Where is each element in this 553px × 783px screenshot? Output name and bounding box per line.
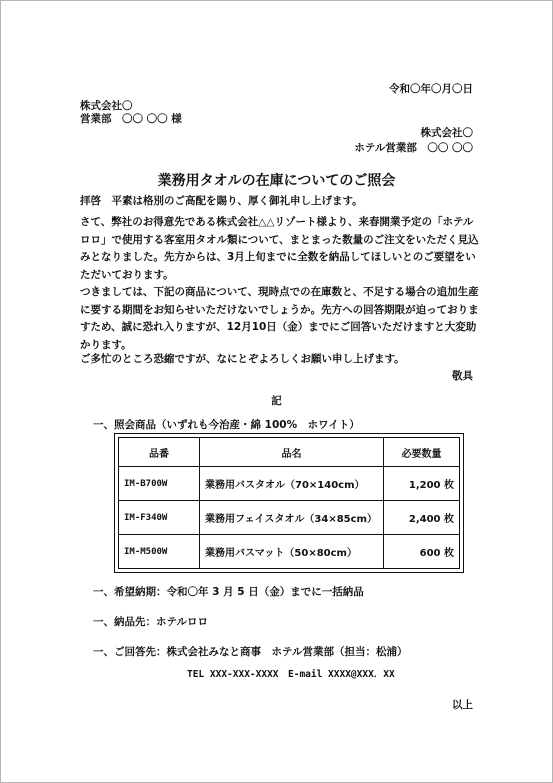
body-paragraph-3: ご多忙のところ恐縮ですが、なにとぞよろしくお願い申し上げます。 [80, 353, 405, 365]
table-row [119, 501, 460, 535]
cell-code: IM-B700W [119, 467, 200, 501]
cell-qty: 1,200 枚 [384, 467, 460, 501]
cell-code: IM-M500W [119, 535, 200, 569]
contact-info: TEL XXX-XXX-XXXX E-mail XXXX@XXX．XX [187, 669, 395, 680]
header-name: 品名 [200, 438, 384, 467]
table-row [119, 535, 460, 569]
cell-name: 業務用フェイスタオル（34×85cm） [200, 501, 384, 535]
item-delivery-place: 一、納品先：ホテルロロ [93, 616, 208, 628]
ki-heading: 記 [271, 395, 282, 407]
cell-name: 業務用バスタオル（70×140cm） [200, 467, 384, 501]
document-date: 令和〇年〇月〇日 [389, 83, 473, 95]
cell-qty: 600 枚 [384, 535, 460, 569]
sender-person: ホテル営業部 〇〇 〇〇 [354, 142, 473, 154]
sender-company: 株式会社〇 [420, 127, 473, 139]
recipient-company: 株式会社〇 [80, 100, 133, 112]
cell-name: 業務用バスマット（50×80cm） [200, 535, 384, 569]
cell-qty: 2,400 枚 [384, 501, 460, 535]
closing-keigu: 敬具 [452, 370, 473, 382]
table-row [119, 467, 460, 501]
body-paragraph-1: さて、弊社のお得意先である株式会社△△リゾート様より、来春開業予定の「ホテルロロ」で使用する客室用タオル類について、まとまった数量のご注文をいただく見込みとなりました。先方からは、3月上旬までに全数を納品してほしいとのご要望をいただいております。 [80, 216, 479, 281]
document-title: 業務用タオルの在庫についてのご照会 [157, 173, 396, 189]
body-paragraph-2: つきましては、下記の商品について、現時点での在庫数と、不足する場合の追加生産に要する期間をお知らせいただけないでしょうか。先方への回答期限が迫っておりますため、誠に恐れ入りますが、12月10日（金）までにご回答いただけますと大変助かります。 [80, 286, 479, 351]
item-delivery-date: 一、希望納期：令和〇年 3 月 5 日（金）までに一括納品 [93, 586, 364, 598]
greeting-line: 拝啓 平素は格別のご高配を賜り、厚く御礼申し上げます。 [80, 195, 363, 207]
product-table [114, 433, 464, 573]
table-header-row [119, 438, 460, 467]
item-reply-to: 一、ご回答先：株式会社みなと商事 ホテル営業部（担当：松浦） [93, 646, 408, 658]
item-inquiry-products: 一、照会商品（いずれも今治産・綿 100% ホワイト） [93, 419, 360, 431]
recipient-person: 営業部 〇〇 〇〇 様 [80, 113, 182, 125]
header-code: 品番 [119, 438, 200, 467]
ending-ijou: 以上 [452, 699, 473, 711]
header-qty: 必要数量 [384, 438, 460, 467]
cell-code: IM-F340W [119, 501, 200, 535]
